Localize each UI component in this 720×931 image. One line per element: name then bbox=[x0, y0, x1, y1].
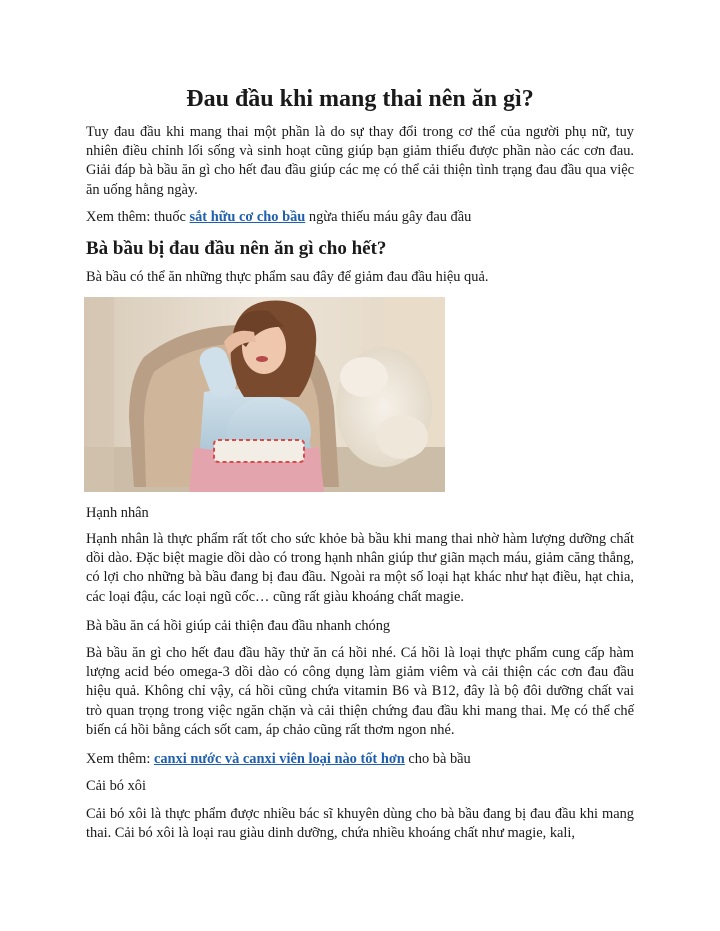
salmon-label: Bà bầu ăn cá hồi giúp cải thiện đau đầu nhanh chóng bbox=[86, 618, 391, 634]
kale-label: Cải bó xôi bbox=[86, 778, 146, 794]
see-also-iron bbox=[86, 208, 634, 227]
calcium-comparison-link[interactable]: canxi nước và canxi viên loại nào tốt hơn bbox=[153, 751, 405, 767]
pregnant-woman-photo bbox=[84, 297, 445, 492]
see-also-prefix: Xem thêm: thuốc bbox=[86, 209, 190, 225]
almond-paragraph: Hạnh nhân là thực phẩm rất tốt cho sức khỏe bà bầu khi mang thai nhờ hàm lượng dưỡng chất dồi dào. Đặc biệt magie dồi dào có trong hạnh nhân giúp thư giãn mạch máu, giảm căng thẳng, có lợi cho những bà bầu đang bị đau đầu. Ngoài ra một số loại hạt khác như hạt điều, hạt chia, các loại đậu, các loại ngũ cốc… cũng rất giàu khoáng chất magie. bbox=[86, 531, 634, 605]
see-also-suffix: cho bà bầu bbox=[404, 751, 471, 767]
section-heading: Bà bầu bị đau đầu nên ăn gì cho hết? bbox=[86, 238, 387, 259]
salmon-paragraph: Bà bầu ăn gì cho hết đau đầu hãy thử ăn cá hồi nhé. Cá hồi là loại thực phẩm cung cấp hàm lượng acid béo omega-3 dồi dào có công dụng làm giảm viêm và cải thiện các cơn đau đầu hiệu quả. Không chỉ vậy, cá hồi cũng chứa vitamin B6 và B12, đây là bộ đôi dưỡng chất vai trò quan trọng trong việc ngăn chặn và cải thiện chứng đau đầu khi mang thai. Mẹ có thể chế biến cá hồi bằng cách sốt cam, áp chảo cũng rất thơm ngon nhé. bbox=[86, 645, 634, 738]
see-also-prefix: Xem thêm: bbox=[86, 751, 154, 767]
iron-supplement-link[interactable]: sắt hữu cơ cho bầu bbox=[189, 209, 306, 225]
page-title: Đau đầu khi mang thai nên ăn gì? bbox=[186, 86, 534, 112]
lead-paragraph: Bà bầu có thể ăn những thực phẩm sau đây để giảm đau đầu hiệu quả. bbox=[86, 269, 489, 285]
intro-paragraph: Tuy đau đầu khi mang thai một phần là do sự thay đổi trong cơ thể của người phụ nữ, tuy nhiên điều chỉnh lối sống và sinh hoạt cũng giúp bạn giảm thiểu được phần nào các cơn đau. Giải đáp bà bầu ăn gì cho hết đau đầu giúp các mẹ có thể cải thiện tình trạng đau đầu qua việc ăn uống hằng ngày. bbox=[86, 124, 634, 198]
see-also-suffix: ngừa thiếu máu gây đau đầu bbox=[305, 209, 472, 225]
almond-label: Hạnh nhân bbox=[86, 505, 149, 521]
see-also-calcium bbox=[86, 750, 634, 769]
kale-paragraph: Cải bó xôi là thực phẩm được nhiều bác sĩ khuyên dùng cho bà bầu đang bị đau đầu khi mang thai. Cải bó xôi là loại rau giàu dinh dưỡng, chứa nhiều khoáng chất như magie, kali, bbox=[86, 806, 634, 842]
